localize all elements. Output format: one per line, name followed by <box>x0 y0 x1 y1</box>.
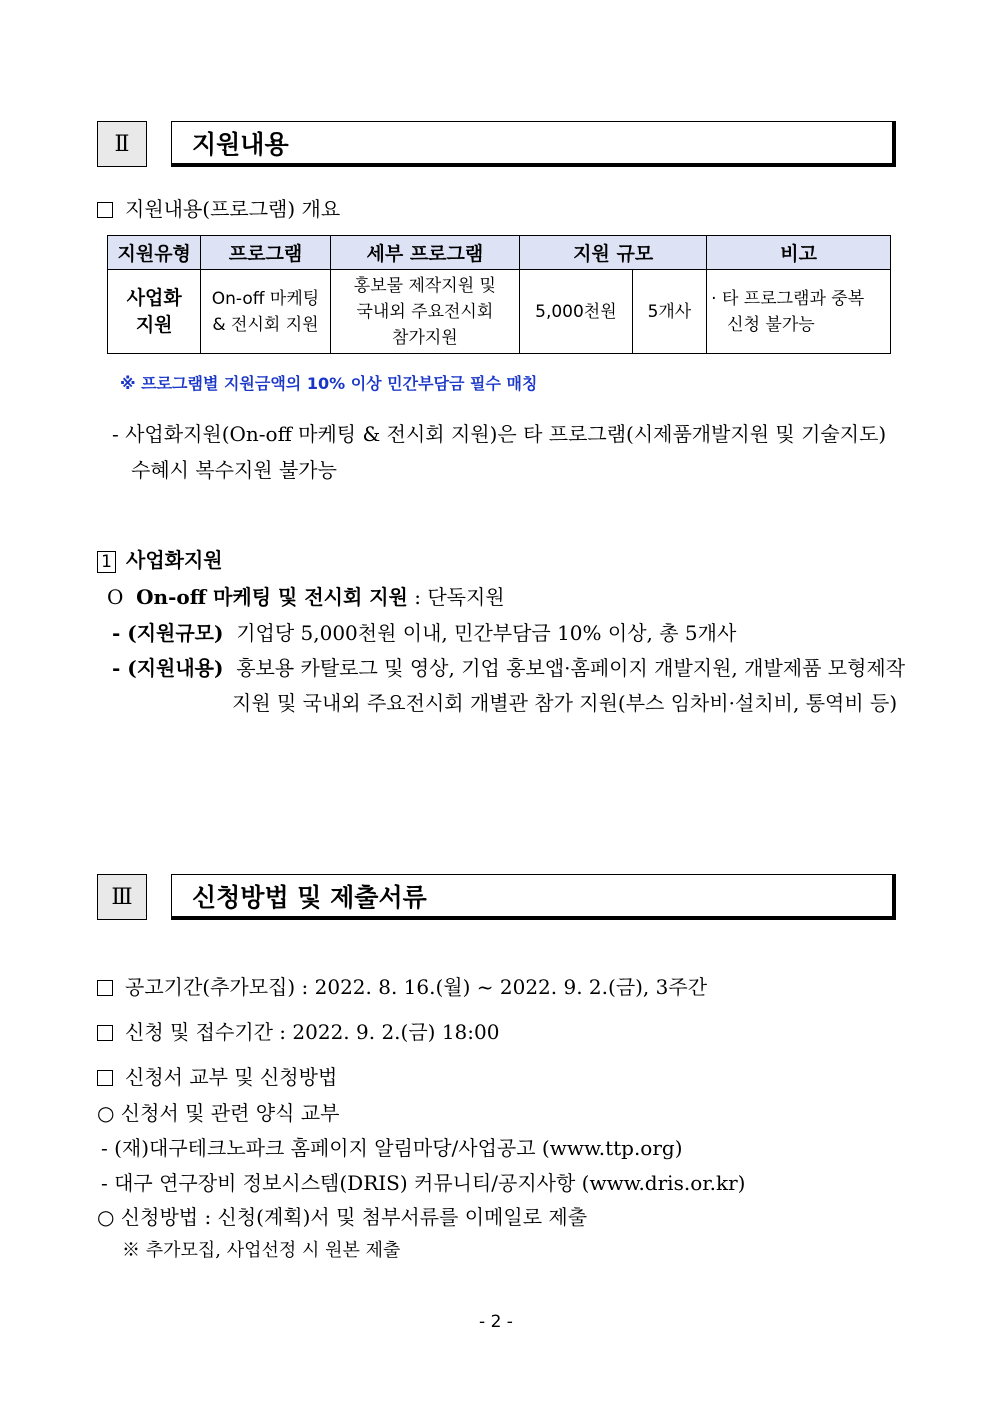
cell-line: 지원 <box>135 313 173 336</box>
table-header: 지원유형 <box>108 236 201 270</box>
content-label: - (지원내용) <box>112 656 224 680</box>
table-cell <box>108 270 201 354</box>
duplicate-note-line1: - 사업화지원(On-off 마케팅 & 전시회 지원)은 타 프로그램(시제품개발지원 및 기술지도) <box>112 422 887 446</box>
deadline-line <box>97 1016 499 1045</box>
cell-line: 신청 불가능 <box>727 314 815 335</box>
duplicate-note-line2: 수혜시 복수지원 불가능 <box>131 458 337 482</box>
cell-line: · 타 프로그램과 중복 <box>711 288 865 309</box>
table-header: 지원 규모 <box>520 236 707 270</box>
table-cell: 5,000천원 <box>520 270 632 354</box>
method-line: ○ 신청방법 : 신청(계획)서 및 첨부서류를 이메일로 제출 <box>97 1205 588 1229</box>
checkbox-icon <box>97 1070 113 1086</box>
table-header: 세부 프로그램 <box>330 236 520 270</box>
section-number: Ⅲ <box>97 874 147 920</box>
how-line <box>97 1061 337 1090</box>
checkbox-icon <box>97 202 113 218</box>
program-type: : 단독지원 <box>407 585 505 609</box>
table-cell: 5개사 <box>632 270 707 354</box>
cell-line: & 전시회 지원 <box>212 314 319 335</box>
how-text: 신청서 교부 및 신청방법 <box>125 1065 338 1089</box>
table-cell <box>201 270 330 354</box>
table-cell <box>707 270 891 354</box>
subsection-title: 사업화지원 <box>126 548 223 572</box>
forms-ttp-line: - (재)대구테크노파크 홈페이지 알림마당/사업공고 (www.ttp.org) <box>101 1136 683 1160</box>
scale-label: - (지원규모) <box>112 621 224 645</box>
checkbox-icon <box>97 1025 113 1041</box>
cell-line: On-off 마케팅 <box>211 288 320 309</box>
content-line <box>112 652 905 681</box>
cell-line: 홍보물 제작지원 및 <box>353 275 496 296</box>
bullet: O <box>107 585 124 609</box>
section-number: Ⅱ <box>97 121 147 167</box>
cell-line: 참가지원 <box>392 327 458 348</box>
cell-line: 국내외 주요전시회 <box>356 301 494 322</box>
support-table <box>107 235 891 354</box>
table-cell <box>330 270 520 354</box>
program-item <box>107 581 505 610</box>
forms-dris-line: - 대구 연구장비 정보시스템(DRIS) 커뮤니티/공지사항 (www.dris.or.kr) <box>101 1171 746 1195</box>
overview-heading <box>97 193 340 222</box>
period-line <box>97 971 707 1000</box>
subsection-heading <box>97 544 223 573</box>
content-line2: 지원 및 국내외 주요전시회 개별관 참가 지원(부스 임차비·설치비, 통역비 등) <box>232 691 898 715</box>
matching-note: ※ 프로그램별 지원금액의 10% 이상 민간부담금 필수 매칭 <box>120 374 538 393</box>
table-header: 프로그램 <box>201 236 330 270</box>
scale-line <box>112 617 736 646</box>
program-name: On-off 마케팅 및 전시회 지원 <box>136 585 408 609</box>
content-text: 홍보용 카탈로그 및 영상, 기업 홍보앱·홈페이지 개발지원, 개발제품 모형제작 <box>236 656 906 680</box>
scale-text: 기업당 5,000천원 이내, 민간부담금 10% 이상, 총 5개사 <box>236 621 737 645</box>
section-title: 지원내용 <box>171 121 896 167</box>
subsection-number: 1 <box>97 551 116 573</box>
table-header: 비고 <box>707 236 891 270</box>
method-note: ※ 추가모집, 사업선정 시 원본 제출 <box>122 1240 401 1261</box>
forms-line: ○ 신청서 및 관련 양식 교부 <box>97 1101 340 1125</box>
section-title: 신청방법 및 제출서류 <box>171 874 896 920</box>
cell-line: 사업화 <box>126 286 182 309</box>
checkbox-icon <box>97 980 113 996</box>
deadline-text: 신청 및 접수기간 : 2022. 9. 2.(금) 18:00 <box>125 1020 500 1044</box>
overview-text: 지원내용(프로그램) 개요 <box>125 197 341 221</box>
page-number: - 2 - <box>479 1312 513 1332</box>
period-text: 공고기간(추가모집) : 2022. 8. 16.(월) ~ 2022. 9. 2.(금), 3주간 <box>125 975 708 999</box>
